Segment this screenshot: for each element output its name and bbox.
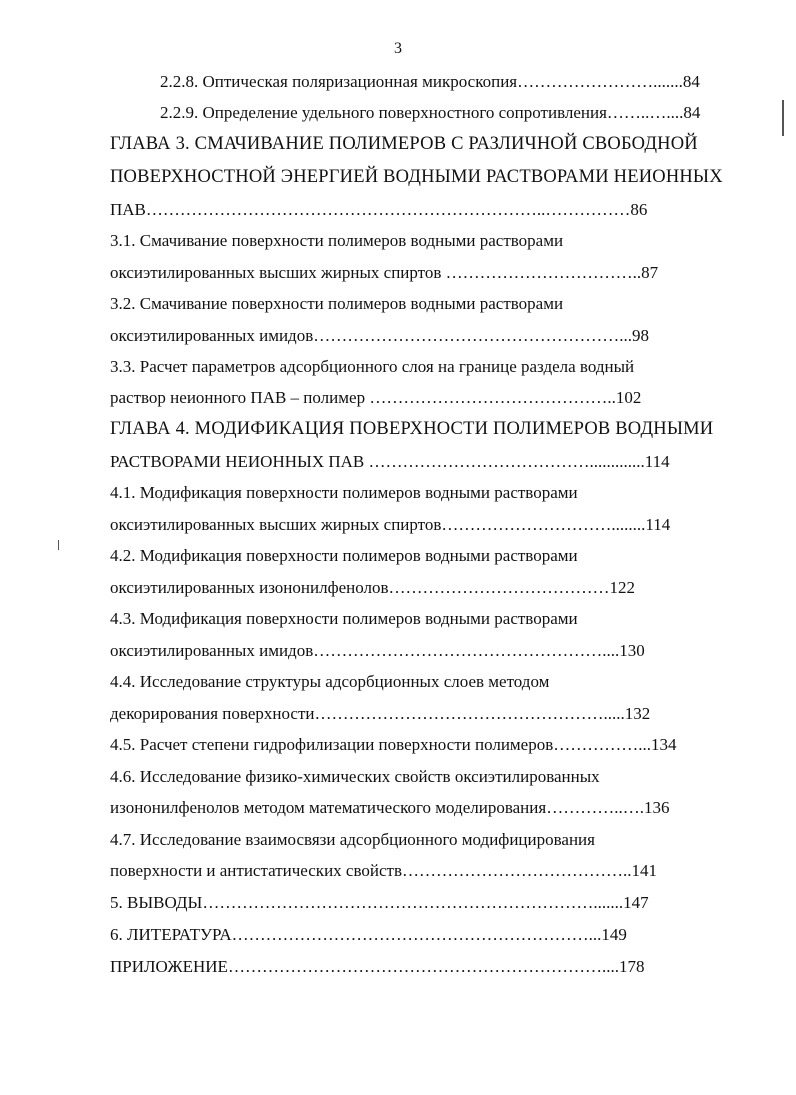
toc-entry-literature: 6. ЛИТЕРАТУРА………………………………………………………...149 [110, 925, 627, 944]
toc-entry-3-3-line-2: раствор неионного ПАВ – полимер ……………………………………..102 [110, 388, 642, 407]
toc-entry-4-2-line-2: оксиэтилированных изононилфенолов…………………………………122 [110, 578, 636, 597]
chapter-3-title-line-2: ПОВЕРХНОСТНОЙ ЭНЕРГИЕЙ ВОДНЫМИ РАСТВОРАМИ НЕИОННЫХ [110, 167, 723, 187]
scan-margin-mark [782, 100, 784, 136]
page-number: 3 [394, 40, 402, 57]
toc-entry-4-3-line-1: 4.3. Модификация поверхности полимеров водными растворами [110, 609, 578, 628]
chapter-3-title-line-1: ГЛАВА 3. СМАЧИВАНИЕ ПОЛИМЕРОВ С РАЗЛИЧНОЙ СВОБОДНОЙ [110, 134, 698, 154]
toc-entry-3-2-line-2: оксиэтилированных имидов………………………………………………...98 [110, 326, 649, 345]
toc-entry-3-3-line-1: 3.3. Расчет параметров адсорбционного слоя на границе раздела водный [110, 357, 635, 376]
toc-entry-4-7-line-2: поверхности и антистатических свойств…………………………………..141 [110, 861, 657, 880]
chapter-4-title-line-1: ГЛАВА 4. МОДИФИКАЦИЯ ПОВЕРХНОСТИ ПОЛИМЕРОВ ВОДНЫМИ [110, 419, 714, 439]
toc-entry-4-4-line-1: 4.4. Исследование структуры адсорбционных слоев методом [110, 672, 550, 691]
toc-entry-4-6-line-1: 4.6. Исследование физико-химических свойств оксиэтилированных [110, 767, 600, 786]
toc-entry-4-1-line-2: оксиэтилированных высших жирных спиртов…………………………........114 [110, 515, 671, 534]
toc-entry-4-7-line-1: 4.7. Исследование взаимосвязи адсорбционного модифицирования [110, 830, 595, 849]
toc-entry-4-3-line-2: оксиэтилированных имидов……………………………………………....130 [110, 641, 645, 660]
toc-entry-4-2-line-1: 4.2. Модификация поверхности полимеров водными растворами [110, 546, 578, 565]
toc-entry-conclusions: 5. ВЫВОДЫ…………………………………………………………….......147 [110, 893, 649, 912]
toc-entry-4-1-line-1: 4.1. Модификация поверхности полимеров водными растворами [110, 483, 578, 502]
scan-speck [58, 540, 59, 550]
toc-entry-4-4-line-2: декорирования поверхности…………………………………………….....132 [110, 704, 651, 723]
chapter-3-title-line-3: ПАВ……………………………………………………………..……………86 [110, 200, 648, 219]
toc-entry-appendix: ПРИЛОЖЕНИЕ…………………………………………………………....178 [110, 957, 645, 976]
chapter-4-title-line-2: РАСТВОРАМИ НЕИОННЫХ ПАВ ………………………………….............114 [110, 452, 670, 471]
toc-entry-4-6-line-2: изононилфенолов методом математического моделирования…………..….136 [110, 798, 670, 817]
toc-entry-2-2-8: 2.2.8. Оптическая поляризационная микроскопия…………………….......84 [160, 72, 700, 91]
toc-entry-3-2-line-1: 3.2. Смачивание поверхности полимеров водными растворами [110, 294, 564, 313]
toc-entry-2-2-9: 2.2.9. Определение удельного поверхностного сопротивления……..…....84 [160, 103, 701, 122]
toc-entry-3-1-line-2: оксиэтилированных высших жирных спиртов ……………………………..87 [110, 263, 659, 282]
toc-entry-4-5: 4.5. Расчет степени гидрофилизации поверхности полимеров……………...134 [110, 735, 677, 754]
toc-entry-3-1-line-1: 3.1. Смачивание поверхности полимеров водными растворами [110, 231, 564, 250]
